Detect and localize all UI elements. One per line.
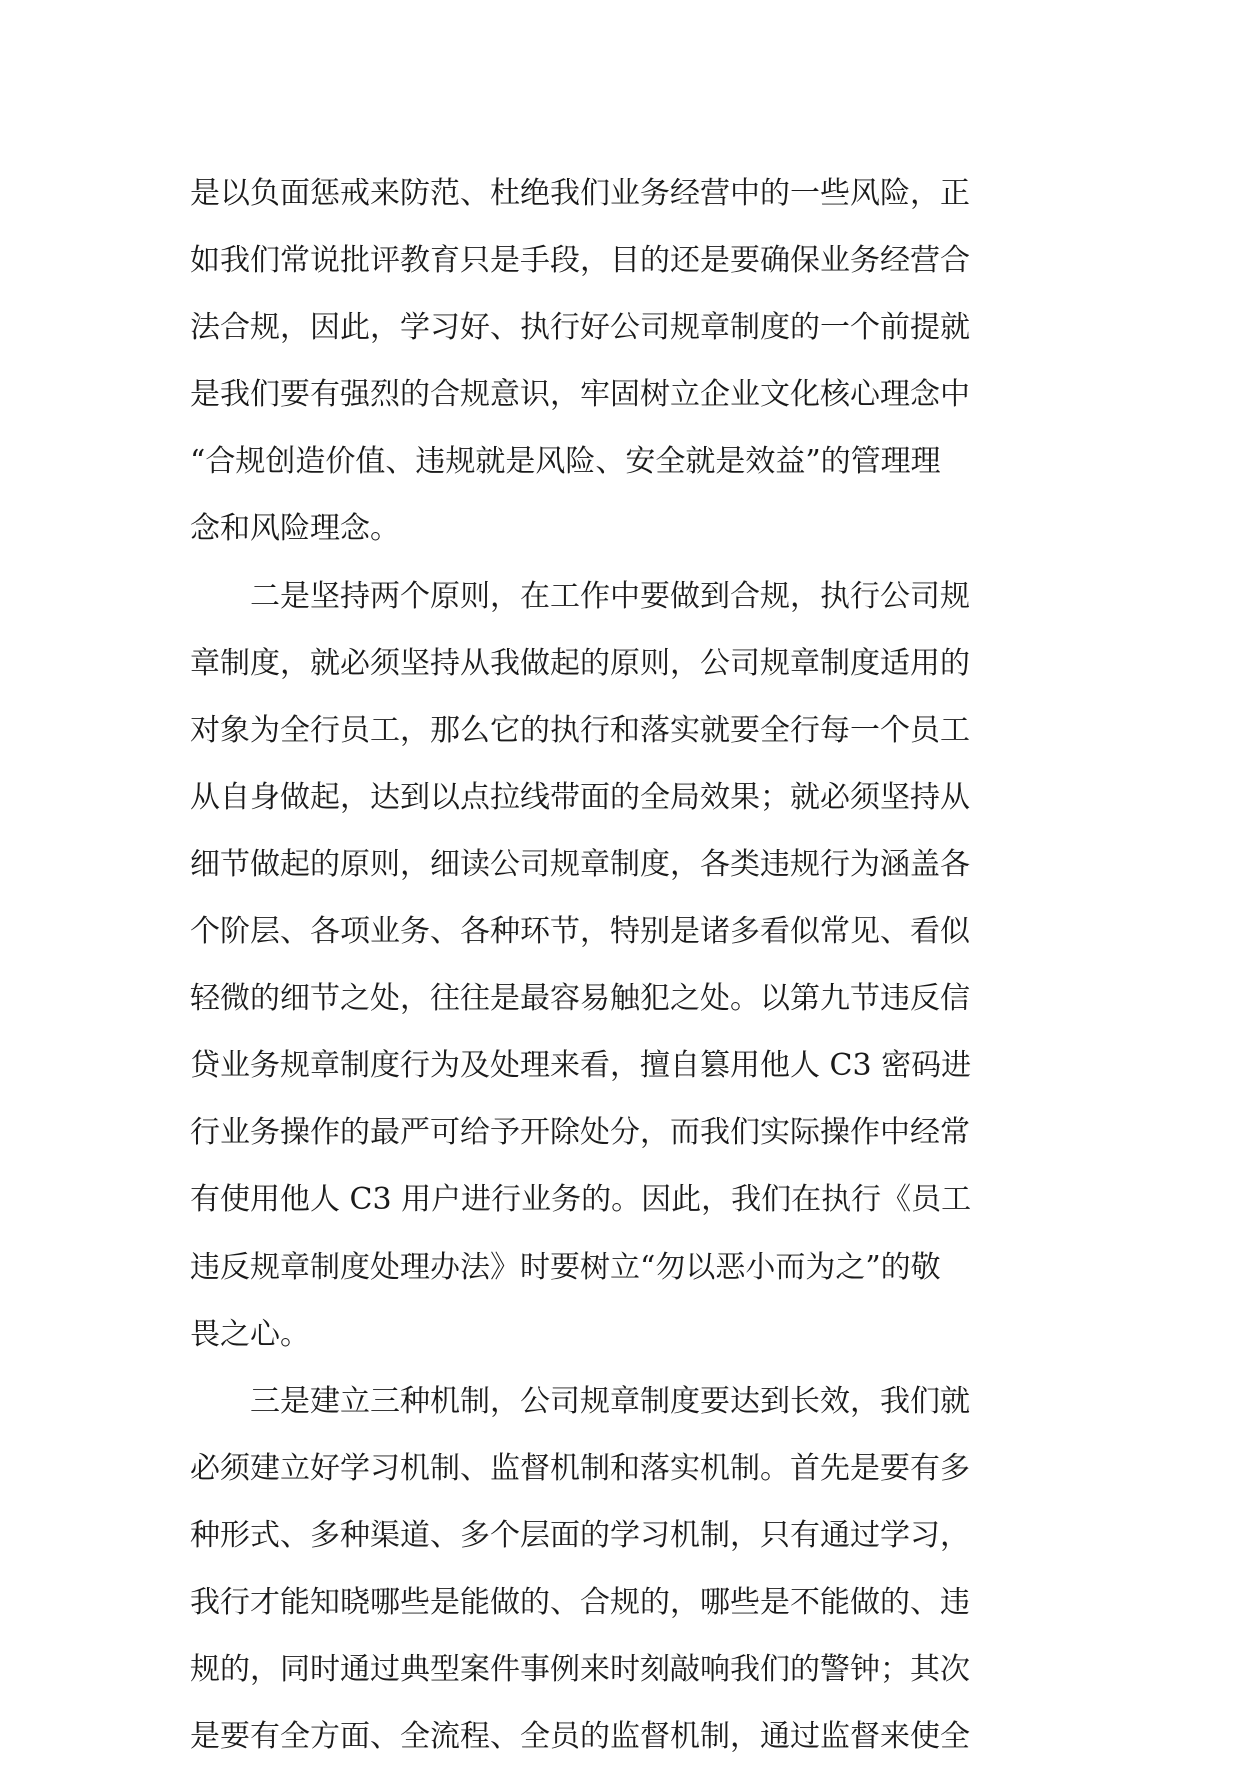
text-line: 有使用他人 C3 用户进行业务的。因此，我们在执行《员工 <box>190 1182 972 1218</box>
document-body <box>190 160 1050 1770</box>
text-line: 违反规章制度处理办法》时要树立“勿以恶小而为之”的敬 <box>190 1249 941 1285</box>
text-line: 我行才能知晓哪些是能做的、合规的，哪些是不能做的、违 <box>190 1584 970 1620</box>
text-line: 如我们常说批评教育只是手段，目的还是要确保业务经营合 <box>190 243 970 279</box>
text-line: 对象为全行员工，那么它的执行和落实就要全行每一个员工 <box>190 712 970 748</box>
paragraph-1 <box>190 160 1050 563</box>
text-line: 轻微的细节之处，往往是最容易触犯之处。以第九节违反信 <box>190 981 970 1017</box>
text-line: 细节做起的原则，细读公司规章制度，各类违规行为涵盖各 <box>190 846 970 882</box>
text-line: 规的，同时通过典型案件事例来时刻敲响我们的警钟；其次 <box>190 1652 970 1688</box>
text-line: 是我们要有强烈的合规意识，牢固树立企业文化核心理念中 <box>190 377 970 413</box>
text-line: 是以负面惩戒来防范、杜绝我们业务经营中的一些风险，正 <box>190 176 970 211</box>
text-line: 个阶层、各项业务、各种环节，特别是诸多看似常见、看似 <box>190 914 970 950</box>
text-line: 是要有全方面、全流程、全员的监督机制，通过监督来使全 <box>190 1719 970 1755</box>
text-line: 从自身做起，达到以点拉线带面的全局效果；就必须坚持从 <box>190 779 970 815</box>
paragraph-2 <box>190 563 1050 1368</box>
text-line: 贷业务规章制度行为及处理来看，擅自篡用他人 C3 密码进 <box>190 1048 972 1084</box>
text-line: 章制度，就必须坚持从我做起的原则，公司规章制度适用的 <box>190 645 970 681</box>
text-line: 念和风险理念。 <box>190 511 400 547</box>
text-line: 必须建立好学习机制、监督机制和落实机制。首先是要有多 <box>190 1450 970 1486</box>
text-line: 种形式、多种渠道、多个层面的学习机制，只有通过学习， <box>190 1517 970 1553</box>
text-line: 三是建立三种机制，公司规章制度要达到长效，我们就 <box>250 1383 970 1419</box>
text-line: 法合规，因此，学习好、执行好公司规章制度的一个前提就 <box>190 310 970 346</box>
text-line: “合规创造价值、违规就是风险、安全就是效益”的管理理 <box>190 444 941 480</box>
text-line: 畏之心。 <box>190 1316 310 1352</box>
text-line: 行业务操作的最严可给予开除处分，而我们实际操作中经常 <box>190 1115 970 1151</box>
text-line: 二是坚持两个原则，在工作中要做到合规，执行公司规 <box>250 578 970 614</box>
paragraph-3 <box>190 1368 1050 1770</box>
